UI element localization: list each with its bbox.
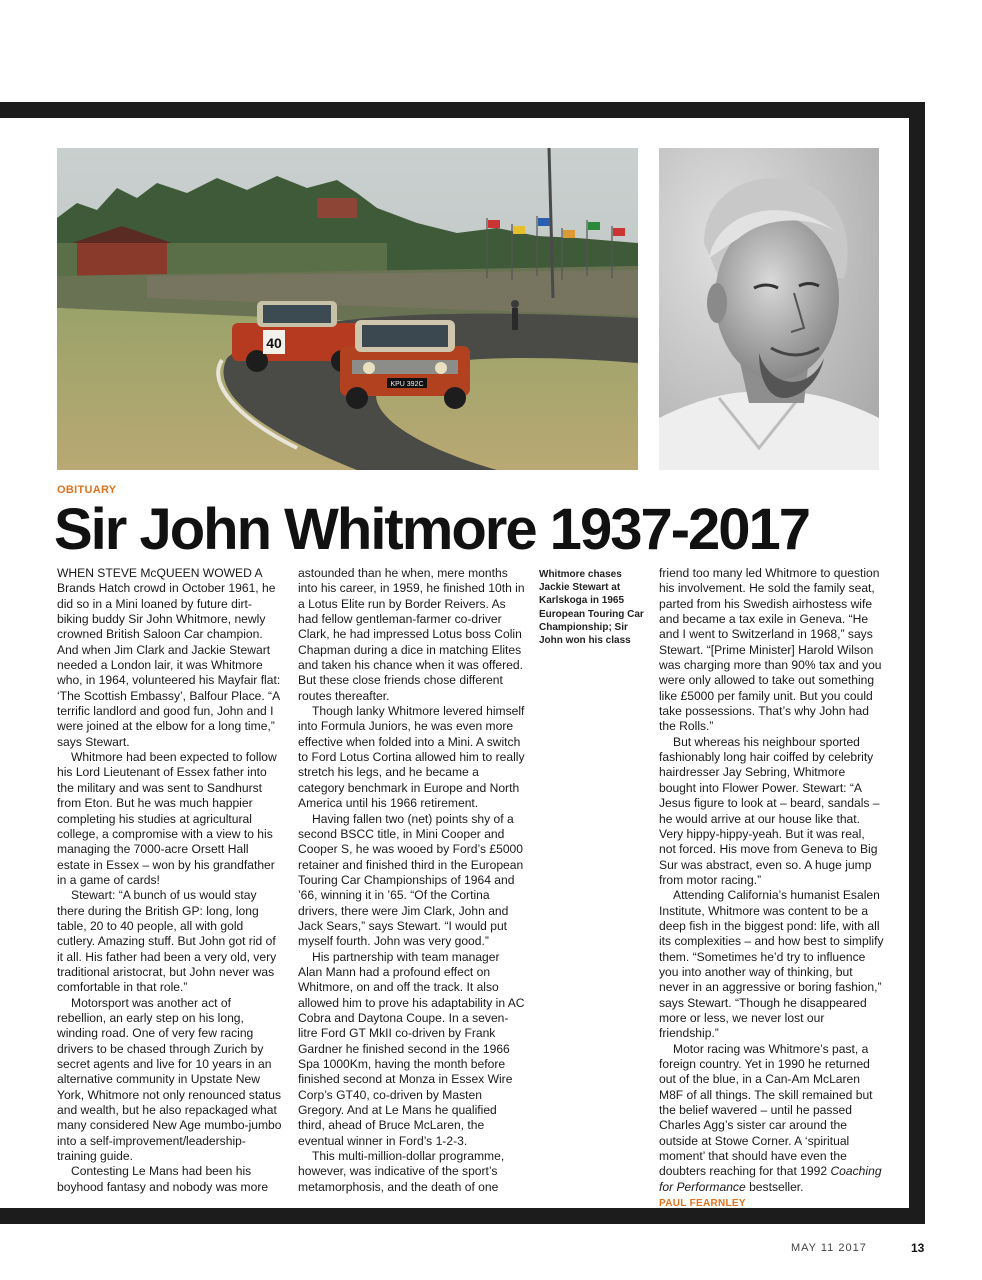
section-label: OBITUARY — [57, 484, 117, 496]
paragraph — [659, 1042, 884, 1195]
paragraph: Having fallen two (net) points shy of a second BSCC title, in Mini Cooper and Cooper S, he was wooed by Ford’s £5000 retainer and finished third in the European Touring Car Championships of 1964 and ’66, winning it in ’65. “Of the Cortina drivers, there were Jim Clark, John and Jack Sears,” says Stewart. “I would put myself fourth. John was very good.” — [298, 811, 524, 949]
page-number: 13 — [911, 1241, 925, 1255]
paragraph-text-end: bestseller. — [745, 1179, 804, 1194]
article-column-2 — [298, 566, 526, 1195]
issue-date: MAY 11 2017 — [791, 1242, 867, 1254]
front-race-car — [340, 320, 470, 409]
race-car-plate: KPU 392C — [390, 381, 424, 388]
paragraph: But whereas his neighbour sported fashionably long hair coiffed by celebrity hairdresser Jay Sebring, Whitmore bought into Flower Power. Stewart: “A Jesus figure to look at – beard, sandals – he would arrive at our house like that. Very hippy-hippy-yeah. But it was real, not forced. His move from Geneva to Big Sur was abstract, even so. A huge jump from motor racing.” — [659, 734, 880, 887]
page-title: Sir John Whitmore 1937-2017 — [54, 497, 810, 562]
paragraph: Contesting Le Mans had been his boyhood fantasy and nobody was more — [57, 1164, 269, 1194]
page-frame-top — [0, 102, 925, 118]
paragraph: WHEN STEVE McQUEEN WOWED A Brands Hatch crowd in October 1961, he did so in a Mini loaned by future dirt-biking buddy Sir John Whitmore, newly crowned British Saloon Car champion. And when Jim Clark and Jackie Stewart needed a London lair, it was Whitmore who, in 1964, volunteered his Mayfair flat: ‘The Scottish Embassy’, Balfour Place. “A terrific landlord and good fun, John and I were joined at the elbow for a long time,” says Stewart. — [57, 566, 281, 749]
paragraph: Stewart: “A bunch of us would stay there during the British GP: long, long table, 20 to 40 people, all with gold cutlery. Amazing stuff. But John got rid of it all. His father had been a very old, very traditional aristocrat, but John never was comfortable in that role.” — [57, 888, 277, 995]
race-cars-photo — [57, 148, 638, 470]
article-column-3 — [659, 566, 884, 1211]
portrait-photo — [659, 148, 879, 470]
paragraph: Though lanky Whitmore levered himself into Formula Juniors, he was even more effective when folded into a Mini. A switch to Ford Lotus Cortina allowed him to really stretch his legs, and he became a category benchmark in Europe and North America until his 1966 retirement. — [298, 704, 525, 811]
paragraph: astounded than he when, mere months into his career, in 1959, he finished 10th in a Lotus Elite run by Border Reivers. As had fellow gentleman-farmer co-driver Clark, he had impressed Lotus boss Colin Chapman during a dice in matching Elites and taken his chance when it was offered. But these close friends chose different routes thereafter. — [298, 566, 525, 703]
race-car-number: 40 — [266, 335, 282, 351]
page-frame-right — [909, 102, 925, 1224]
book-title: Coaching for Performance — [659, 1164, 882, 1194]
paragraph: Whitmore had been expected to follow his Lord Lieutenant of Essex father into the military and was sent to Sandhurst from Eton. But he was much happier completing his studies at agricultural college, a compromise with a view to his managing the 7000-acre Orsett Hall estate in Essex – won by his grandfather in a game of cards! — [57, 750, 277, 887]
author-byline: PAUL FEARNLEY — [659, 1198, 746, 1210]
paragraph: This multi-million-dollar programme, however, was indicative of the sport’s metamorphosis, and the death of one — [298, 1149, 505, 1194]
photo-caption: Whitmore chases Jackie Stewart at Karlskoga in 1965 European Touring Car Championship; Sir John won his class — [539, 569, 644, 647]
paragraph-text: Motor racing was Whitmore’s past, a foreign country. Yet in 1990 he returned out of the blue, in a Can-Am McLaren M8F of all things. The skill remained but the belief wavered – until he passed Charles Agg’s sister car around the outside at Stowe Corner. A ‘spiritual moment’ that should have even the doubters reaching for that 1992 — [659, 1041, 873, 1179]
paragraph: friend too many led Whitmore to question his involvement. He sold the family seat, parted from his Swedish airhostess wife and became a tax exile in Geneva. “He and I went to Switzerland in 1968,” says Stewart. “[Prime Minister] Harold Wilson was charging more than 90% tax and you were only allowed to take out something like £5000 per family unit. But you could take possessions. That’s why John had the Rolls.” — [659, 566, 882, 734]
paragraph: His partnership with team manager Alan Mann had a profound effect on Whitmore, on and off the track. It also allowed him to prove his adaptability in AC Cobra and Daytona Coupe. In a seven-litre Ford GT MkII co-driven by Frank Gardner he finished second in the 1966 Spa 1000Km, having the month before finished second at Monza in Essex Wire Corp’s GT40, co-driven by Masten Gregory. And at Le Mans he qualified third, ahead of Bruce McLaren, the eventual winner in Ford’s 1-2-3. — [298, 949, 525, 1148]
paragraph: Motorsport was another act of rebellion, an early step on his long, winding road. One of very few racing drivers to be chased through Zurich by secret agents and live for 10 years in an alternative community in Upstate New York, Whitmore not only renounced status and wealth, but he also repackaged what many considered New Age mumbo-jumbo into a self-improvement/leadership-training guide. — [57, 995, 282, 1164]
article-column-1 — [57, 566, 282, 1195]
paragraph: Attending California’s humanist Esalen Institute, Whitmore was content to be a deep fish in the biggest pond: life, with all its complexities – and how best to simplify them. “Sometimes he’d try to influence you into another way of thinking, but never in an aggressive or boring fashion,” says Stewart. “Though he disappeared more or less, we never lost our friendship.” — [659, 888, 884, 1041]
